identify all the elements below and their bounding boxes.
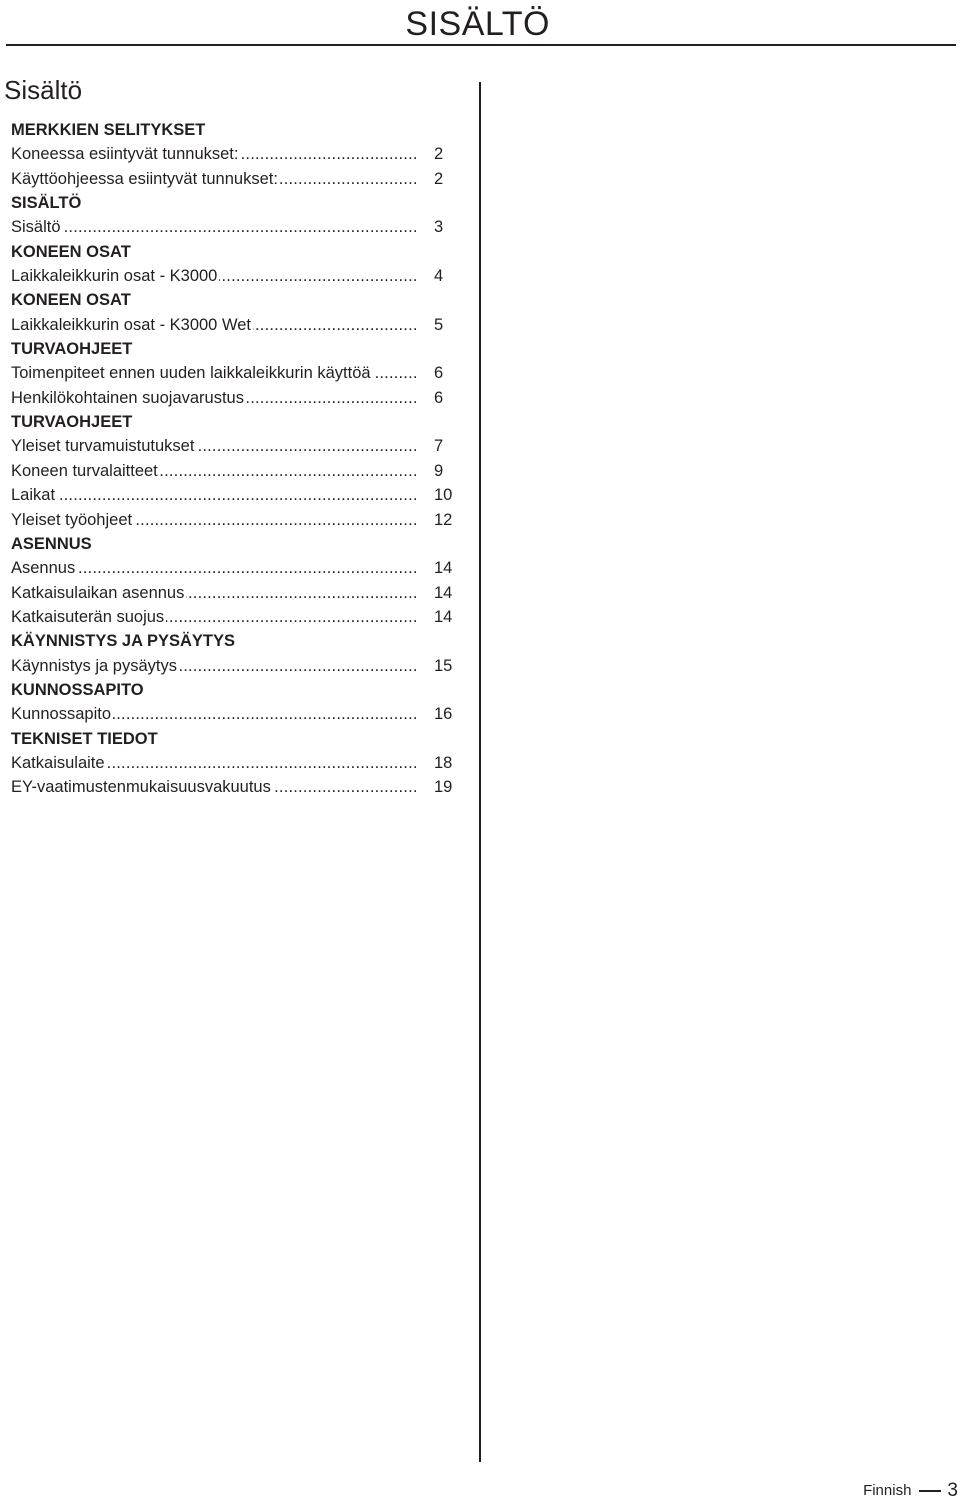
- toc-entry: [11, 751, 461, 775]
- toc-entry-label-wrap: [11, 654, 416, 678]
- toc-entry-label: Kunnossapito: [11, 705, 111, 724]
- toc-entry-label: Käyttöohjeessa esiintyvät tunnukset:: [11, 169, 278, 188]
- toc-entry: [11, 313, 461, 337]
- toc-group-heading: KONEEN OSAT: [11, 291, 131, 310]
- toc-group-heading: TURVAOHJEET: [11, 413, 133, 432]
- toc-entry-label: Laikkaleikkurin osat - K3000: [11, 267, 218, 286]
- toc-entry-label-wrap: [11, 434, 416, 458]
- toc-entry: [11, 264, 461, 288]
- toc-entry-page: 14: [434, 559, 453, 578]
- toc-entry-page: 2: [434, 169, 444, 188]
- toc-entry-label: Laikat: [11, 486, 56, 505]
- toc-entry-label: Yleiset työohjeet: [11, 510, 133, 529]
- toc-entry-page: 19: [434, 778, 453, 797]
- toc-entry-label-wrap: [11, 386, 416, 410]
- toc-entry: [11, 167, 461, 191]
- toc-entry-label: Toimenpiteet ennen uuden laikkaleikkurin käyttöä: [11, 364, 371, 383]
- toc-group-heading: KONEEN OSAT: [11, 242, 131, 261]
- toc-group-heading: KÄYNNISTYS JA PYSÄYTYS: [11, 632, 236, 651]
- toc-entry-label: Henkilökohtainen suojavarustus: [11, 388, 244, 407]
- toc-entry: [11, 483, 461, 507]
- toc-entry-label-wrap: [11, 215, 416, 239]
- toc-entry: [11, 386, 461, 410]
- toc-entry: [11, 654, 461, 678]
- footer-dash: [919, 1490, 941, 1492]
- page-header-title: SISÄLTÖ: [405, 5, 550, 43]
- toc-entry-label-wrap: [11, 459, 416, 483]
- toc-entry: [11, 581, 461, 605]
- toc-entry-page: 6: [434, 364, 444, 383]
- footer-language: Finnish: [863, 1482, 912, 1499]
- toc-entry-label-wrap: [11, 142, 416, 166]
- toc-entry-label: Sisältö: [11, 218, 61, 237]
- toc-entry-page: 3: [434, 218, 444, 237]
- toc-entry-label-wrap: [11, 508, 416, 532]
- toc-group-heading: SISÄLTÖ: [11, 194, 82, 213]
- toc-entry-label-wrap: [11, 775, 416, 799]
- toc-entry: [11, 142, 461, 166]
- toc-group-heading: MERKKIEN SELITYKSET: [11, 121, 206, 139]
- toc-entry: [11, 775, 461, 799]
- toc-entry-label-wrap: [11, 605, 416, 629]
- toc-entry-label-wrap: [11, 313, 416, 337]
- toc-entry-label: Yleiset turvamuistutukset: [11, 437, 195, 456]
- toc-entry-label: Katkaisuterän suojus: [11, 607, 165, 626]
- toc-entry-page: 4: [434, 267, 444, 286]
- toc-entry-label: Koneessa esiintyvät tunnukset:: [11, 145, 239, 164]
- toc-entry: [11, 556, 461, 580]
- toc-entry-page: 12: [434, 510, 453, 529]
- toc-entry-page: 2: [434, 145, 444, 164]
- toc-group-heading: TEKNISET TIEDOT: [11, 729, 158, 748]
- toc-entry-page: 9: [434, 461, 444, 480]
- toc-entry: [11, 434, 461, 458]
- toc-entry: [11, 702, 461, 726]
- toc-entry-page: 14: [434, 607, 453, 626]
- toc-entry: [11, 459, 461, 483]
- toc-entry-label: Asennus: [11, 559, 76, 578]
- toc-entry: [11, 508, 461, 532]
- toc-entry-label: Käynnistys ja pysäytys: [11, 656, 177, 675]
- toc-entry-label-wrap: [11, 556, 416, 580]
- toc-entry-label-wrap: [11, 264, 416, 288]
- toc-group-heading: KUNNOSSAPITO: [11, 680, 144, 699]
- toc-entry-label: Laikkaleikkurin osat - K3000 Wet: [11, 315, 251, 334]
- toc-entry-label-wrap: [11, 751, 416, 775]
- section-heading: Sisältö: [4, 75, 83, 105]
- toc-entry-label-wrap: [11, 361, 416, 385]
- page-footer: [863, 1481, 958, 1501]
- toc-entry-page: 10: [434, 486, 453, 505]
- toc-entry-page: 15: [434, 656, 453, 675]
- toc-entry: [11, 361, 461, 385]
- toc-group-heading: TURVAOHJEET: [11, 340, 133, 359]
- toc-entry-page: 16: [434, 705, 453, 724]
- column-divider: [479, 82, 481, 1462]
- header-divider: [6, 44, 956, 46]
- toc-entry-label-wrap: [11, 581, 416, 605]
- toc-entry-label-wrap: [11, 167, 416, 191]
- toc-entry: [11, 605, 461, 629]
- toc-entry-page: 14: [434, 583, 453, 602]
- toc-entry-page: 18: [434, 753, 453, 772]
- footer-page-number: 3: [947, 1480, 958, 1501]
- toc-entry: [11, 215, 461, 239]
- toc-entry-page: 5: [434, 315, 444, 334]
- toc-entry-label: EY-vaatimustenmukaisuusvakuutus: [11, 778, 271, 797]
- toc-entry-page: 6: [434, 388, 444, 407]
- toc-entry-label: Katkaisulaite: [11, 753, 105, 772]
- table-of-contents: [11, 118, 461, 800]
- toc-entry-label: Katkaisulaikan asennus: [11, 583, 185, 602]
- toc-entry-label: Koneen turvalaitteet: [11, 461, 158, 480]
- toc-entry-label-wrap: [11, 702, 416, 726]
- toc-group-heading: ASENNUS: [11, 534, 92, 553]
- toc-entry-page: 7: [434, 437, 444, 456]
- toc-entry-label-wrap: [11, 483, 416, 507]
